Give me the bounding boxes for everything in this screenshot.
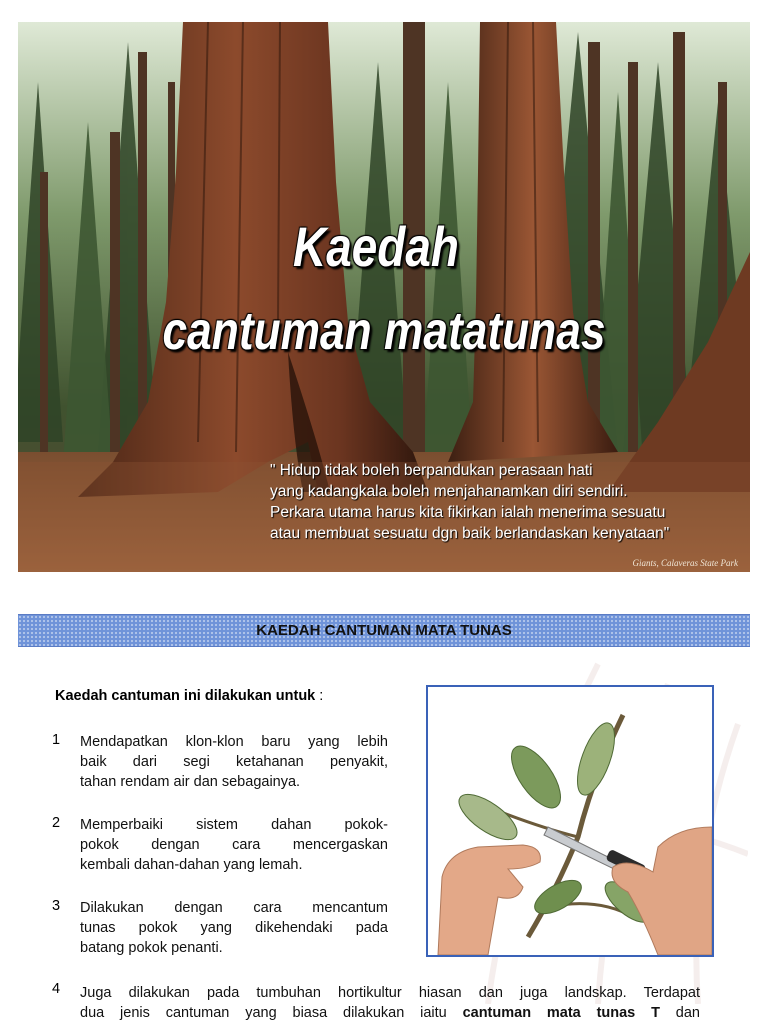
item-number: 3 <box>52 898 61 914</box>
title-slide <box>18 22 750 572</box>
item-text: dan <box>659 1005 700 1021</box>
item-line: Juga dilakukan pada tumbuhan hortikultur hiasan dan juga landskap. Terdapat <box>80 985 700 1001</box>
item-line: kembali dahan-dahan yang lemah. <box>80 857 303 873</box>
quote-text <box>270 460 746 544</box>
item-line: pokok dengan cara mencergaskan <box>80 837 388 853</box>
content-slide <box>18 614 750 1024</box>
item-line: tahan rendam air dan sebagainya. <box>80 774 301 790</box>
grafting-hands-illustration <box>428 687 712 955</box>
photo-credit: Giants, Calaveras State Park <box>632 558 738 568</box>
grafting-photo <box>426 685 714 957</box>
intro-text <box>55 688 323 704</box>
quote-line: " Hidup tidak boleh berpandukan perasaan hati <box>270 462 593 479</box>
quote-line: yang kadangkala boleh menjahanamkan diri sendiri. <box>270 483 628 500</box>
item-text: dua jenis cantuman yang biasa dilakukan iaitu <box>80 1005 463 1021</box>
item-line: Memperbaiki sistem dahan pokok- <box>80 817 388 833</box>
list-item <box>80 815 388 875</box>
list-item <box>80 898 388 958</box>
quote-line: Perkara utama harus kita fikirkan ialah menerima sesuatu <box>270 504 666 521</box>
slide-banner: KAEDAH CANTUMAN MATA TUNAS <box>18 614 750 647</box>
intro-bold: Kaedah cantuman ini dilakukan untuk <box>55 688 316 704</box>
item-bold-term: cantuman mata tunas T <box>462 1005 660 1021</box>
slide-title-line2: cantuman matatunas <box>162 301 606 361</box>
item-number: 1 <box>52 732 61 748</box>
item-line: Mendapatkan klon-klon baru yang lebih <box>80 734 388 750</box>
list-item <box>80 732 388 792</box>
item-line <box>80 1003 700 1023</box>
slide-title-line1: Kaedah <box>293 215 459 278</box>
quote-line: atau membuat sesuatu dgn baik berlandaskan kenyataan" <box>270 525 670 542</box>
item-line: Dilakukan dengan cara mencantum <box>80 900 388 916</box>
intro-colon: : <box>315 688 324 704</box>
item-line: batang pokok penanti. <box>80 940 223 956</box>
item-line: baik dari segi ketahanan penyakit, <box>80 754 388 770</box>
item-line: tunas pokok yang dikehendaki pada <box>80 920 388 936</box>
item-number: 4 <box>52 981 61 997</box>
item-number: 2 <box>52 815 61 831</box>
list-item <box>80 983 700 1023</box>
